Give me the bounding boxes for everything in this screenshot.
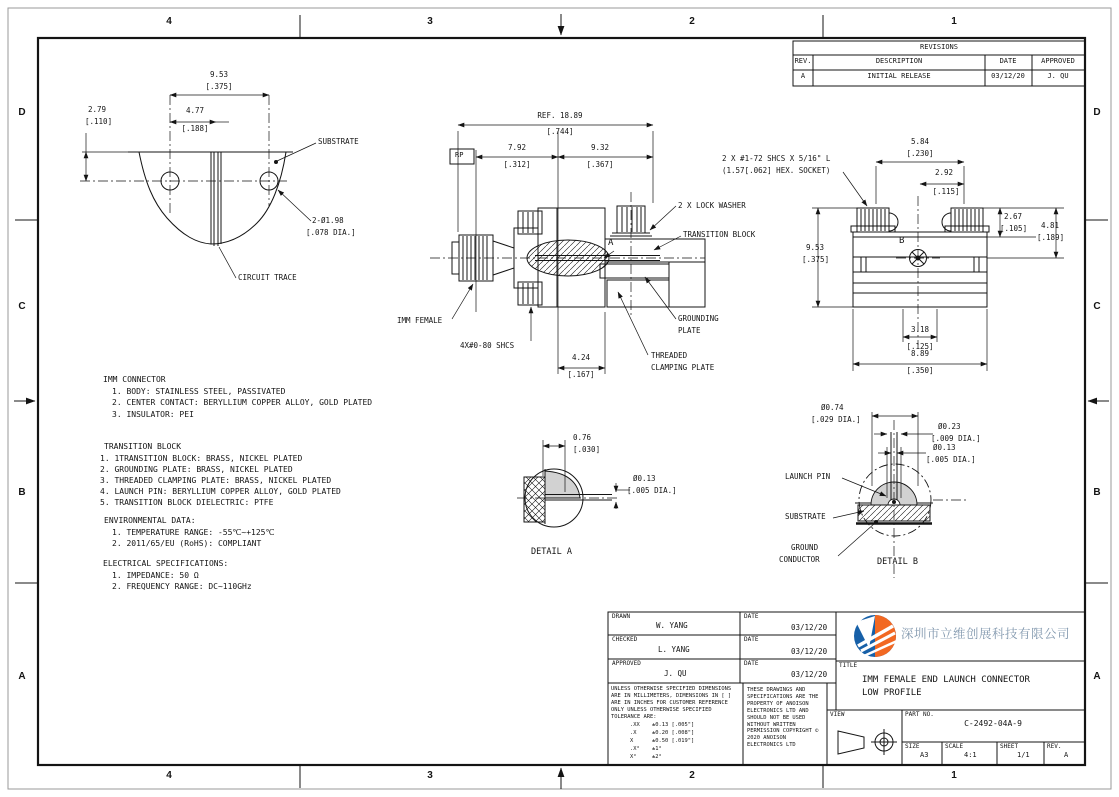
ground-conductor-label-line2: CONDUCTOR [779, 555, 820, 564]
notes-electrical-item: 1. IMPEDANCE: 50 Ω [112, 571, 199, 580]
lock-washer-label: 2 X LOCK WASHER [678, 201, 746, 210]
dim-center-in: [.189] [1037, 233, 1065, 242]
dim-center-mm: 4.81 [1041, 221, 1060, 230]
drawing-title-line2: LOW PROFILE [862, 688, 922, 698]
shcs-080-label: 4X#0-80 SHCS [460, 341, 515, 350]
notes-transition-block-item: 3. THREADED CLAMPING PLATE: BRASS, NICKEL PLATED [100, 476, 332, 485]
dim-slot-in: [.125] [906, 342, 934, 351]
drawn-date-label: DATE [744, 613, 759, 620]
tolerance-note: UNLESS OTHERWISE SPECIFIED DIMENSIONS ARE IN MILLIMETERS, DIMENSIONS IN [ ] ARE IN INCHES FOR CUSTOMER REFERENCE ONLY UNLESS OTHERWISE SPECIFIED TOLERANCE ARE: [611, 686, 732, 720]
revisions-title: REVISIONS [920, 43, 958, 51]
detail-a-dim-length-mm: 0.76 [573, 433, 592, 442]
zone-row-label: A [1093, 671, 1101, 682]
sheet-value: 1/1 [1017, 751, 1030, 759]
notes-electrical-item: 2. FREQUENCY RANGE: DC~110GHz [112, 582, 252, 591]
dim-height-mm: 9.53 [806, 243, 825, 252]
holes-label-mm: 2-Ø1.98 [312, 216, 344, 225]
checked-name: L. YANG [658, 645, 690, 654]
title-label: TITLE [839, 662, 858, 669]
zone-row-label: D [1093, 107, 1101, 118]
drawn-date: 03/12/20 [791, 623, 828, 632]
dim-height-in: [.375] [802, 255, 830, 264]
tolerance-val: ±1° [652, 746, 662, 752]
dim-ref-length-in: [.744] [546, 127, 574, 136]
zone-col-label: 2 [689, 770, 695, 781]
revision-row-date: 03/12/20 [991, 72, 1025, 80]
revision-row-approved: J. QU [1047, 72, 1069, 80]
dim-left-mm: 7.92 [507, 143, 527, 152]
dim-pin-in: [.167] [567, 370, 595, 379]
dim-left-in: [.312] [503, 160, 531, 169]
dim-pin-mm: 4.24 [571, 353, 591, 362]
zone-col-label: 1 [951, 16, 957, 27]
company-name: 深圳市立维创展科技有限公司 [901, 627, 1071, 641]
dim-hole-span-in: [.375] [205, 82, 233, 91]
notes-imm-connector-title: IMM CONNECTOR [103, 375, 166, 384]
zone-col-label: 4 [166, 770, 172, 781]
scale-label: SCALE [945, 743, 964, 750]
checked-date-label: DATE [744, 636, 759, 643]
dim-hole-offset-in: [.188] [181, 124, 209, 133]
launch-pin-label: LAUNCH PIN [785, 472, 831, 481]
part-no-value: C-2492-04A-9 [964, 719, 1022, 728]
notes-imm-connector-item: 2. CENTER CONTACT: BERYLLIUM COPPER ALLOY, GOLD PLATED [112, 398, 373, 407]
zone-row-label: D [18, 107, 26, 118]
tolerance-val: ±0.50 [.019"] [652, 738, 695, 744]
detail-a-dim-pin-dia-in: [.005 DIA.] [627, 486, 677, 495]
transition-block-label: TRANSITION BLOCK [683, 230, 756, 239]
dim-right-in: [.367] [586, 160, 614, 169]
zone-col-label: 3 [427, 16, 433, 27]
tolerance-sym: X° [630, 754, 637, 760]
holes-label-in: [.078 DIA.] [306, 228, 356, 237]
tolerance-val: ±2° [652, 754, 662, 760]
tolerance-sym: .X [630, 730, 637, 736]
zone-col-label: 4 [166, 16, 172, 27]
substrate-label: SUBSTRATE [318, 137, 359, 146]
dim-edge-in: [.110] [85, 117, 113, 126]
scale-value: 4:1 [964, 751, 977, 759]
rev-value: A [1064, 751, 1069, 759]
detail-b-dim-outer-in: [.029 DIA.] [811, 415, 861, 424]
zone-row-label: B [18, 487, 26, 498]
size-label: SIZE [905, 743, 920, 750]
tolerance-sym: .X° [630, 746, 640, 752]
notes-transition-block-item: 1. 1TRANSITION BLOCK: BRASS, NICKEL PLATED [100, 454, 303, 463]
notes-electrical-title: ELECTRICAL SPECIFICATIONS: [103, 559, 229, 568]
view-label: VIEW [830, 711, 845, 718]
circuit-trace-label: CIRCUIT TRACE [238, 273, 297, 282]
approved-date: 03/12/20 [791, 670, 828, 679]
company-logo-icon [854, 615, 897, 657]
dim-screw-half-mm: 2.92 [934, 168, 954, 177]
dim-head-in: [.105] [1000, 224, 1028, 233]
rev-label: REV. [1047, 743, 1062, 750]
notes-environmental-item: 1. TEMPERATURE RANGE: -55℃~+125℃ [112, 528, 275, 537]
revisions-header-description: DESCRIPTION [875, 57, 923, 65]
dim-right-mm: 9.32 [590, 143, 610, 152]
detail-a-dim-length-in: [.030] [573, 445, 601, 454]
drawing-title-line1: IMM FEMALE END LAUNCH CONNECTOR [862, 675, 1030, 685]
zone-row-label: C [1093, 301, 1101, 312]
zone-col-label: 2 [689, 16, 695, 27]
revisions-header-date: DATE [999, 57, 1017, 65]
notes-environmental-item: 2. 2011/65/EU (RoHS): COMPLIANT [112, 539, 262, 548]
sheet-label: SHEET [1000, 743, 1019, 750]
checked-label: CHECKED [612, 636, 638, 643]
detail-a-title: DETAIL A [531, 547, 572, 557]
dim-hole-span-mm: 9.53 [209, 70, 229, 79]
dim-width-in: [.350] [906, 366, 934, 375]
notes-environmental-title: ENVIRONMENTAL DATA: [104, 516, 196, 525]
substrate-view-drawing [80, 95, 316, 278]
notes-imm-connector-item: 3. INSULATOR: PEI [112, 410, 194, 419]
dim-screw-span-in: [.230] [906, 149, 934, 158]
grounding-plate-label-line2: PLATE [678, 326, 701, 335]
notes-imm-connector-item: 1. BODY: STAINLESS STEEL, PASSIVATED [112, 387, 286, 396]
detail-b-dim-mid-mm: Ø0.23 [938, 422, 961, 431]
dim-slot-mm: 3.18 [910, 325, 930, 334]
detail-b-dim-mid-in: [.009 DIA.] [931, 434, 981, 443]
revision-row-description: INITIAL RELEASE [867, 72, 931, 80]
zone-row-label: B [1093, 487, 1101, 498]
detail-b-title: DETAIL B [877, 557, 918, 567]
tolerance-sym: X [630, 738, 634, 744]
detail-b-substrate-label: SUBSTRATE [785, 512, 826, 521]
approved-name: J. QU [664, 669, 687, 678]
dim-edge-mm: 2.79 [88, 105, 107, 114]
imm-female-label: IMM FEMALE [397, 316, 443, 325]
grounding-plate-label-line1: GROUNDING [678, 314, 719, 323]
dim-width-mm: 8.89 [910, 349, 930, 358]
notes-transition-block-item: 4. LAUNCH PIN: BERYLLIUM COPPER ALLOY, GOLD PLATED [100, 487, 341, 496]
tolerance-val: ±0.13 [.005"] [652, 722, 695, 728]
third-angle-projection-icon [838, 729, 897, 755]
zone-col-label: 1 [951, 770, 957, 781]
part-no-label: PART NO. [905, 711, 934, 718]
size-value: A3 [920, 751, 929, 759]
checked-date: 03/12/20 [791, 647, 828, 656]
dim-screw-span-mm: 5.84 [910, 137, 930, 146]
revisions-header-rev: REV. [794, 57, 812, 65]
detail-b-dim-outer-mm: Ø0.74 [821, 403, 844, 412]
tolerance-sym: .XX [630, 722, 640, 728]
drawn-name: W. YANG [656, 621, 688, 630]
property-note: THESE DRAWINGS AND SPECIFICATIONS ARE THE PROPERTY OF ANOISON ELECTRONICS LTD AND SHOULD NOT BE USED WITHOUT WRITTEN PERMISSION COPYRIGHT © 2020 ANOISON ELECTRONICS LTD [747, 687, 819, 749]
notes-transition-block-item: 5. TRANSITION BLOCK DIELECTRIC: PTFE [100, 498, 274, 507]
dim-hole-offset-mm: 4.77 [185, 106, 205, 115]
dim-head-mm: 2.67 [1004, 212, 1023, 221]
dim-ref-length-mm: REF. 18.89 [537, 111, 583, 120]
shcs-172-label-line1: 2 X #1-72 SHCS X 5/16" L [722, 154, 831, 163]
shcs-172-label-line2: (1.57[.062] HEX. SOCKET) [722, 166, 831, 175]
notes-transition-block-title: TRANSITION BLOCK [104, 442, 182, 451]
ground-conductor-label-line1: GROUND [791, 543, 819, 552]
drawn-label: DRAWN [612, 613, 631, 620]
detail-b-marker: B [899, 236, 905, 246]
dim-screw-half-in: [.115] [932, 187, 960, 196]
clamping-plate-label-line2: CLAMPING PLATE [651, 363, 715, 372]
zone-row-label: A [18, 671, 26, 682]
approved-label: APPROVED [612, 660, 641, 667]
detail-a-marker: A [608, 238, 614, 248]
rp-label: RP [455, 151, 464, 159]
approved-date-label: DATE [744, 660, 759, 667]
notes-transition-block-item: 2. GROUNDING PLATE: BRASS, NICKEL PLATED [100, 465, 293, 474]
detail-b-dim-pin-in: [.005 DIA.] [926, 455, 976, 464]
tolerance-val: ±0.20 [.008"] [652, 730, 695, 736]
revisions-header-approved: APPROVED [1041, 57, 1075, 65]
detail-a-dim-pin-dia-mm: Ø0.13 [633, 474, 656, 483]
detail-b-dim-pin-mm: Ø0.13 [933, 443, 956, 452]
revision-row-rev: A [800, 72, 806, 80]
clamping-plate-label-line1: THREADED [651, 351, 688, 360]
zone-col-label: 3 [427, 770, 433, 781]
zone-row-label: C [18, 301, 26, 312]
